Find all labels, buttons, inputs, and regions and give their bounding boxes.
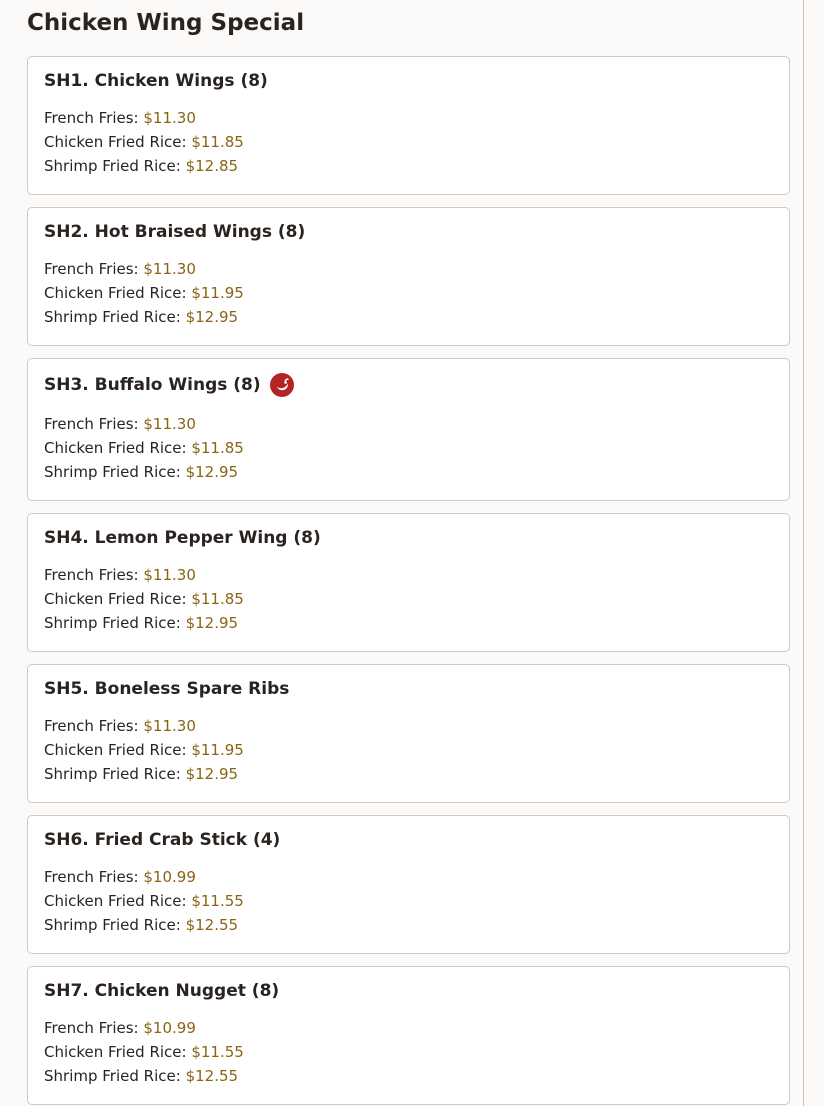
option-price: $12.55 xyxy=(185,1067,239,1085)
option-price: $12.95 xyxy=(185,614,239,632)
item-title-text: SH3. Buffalo Wings (8) xyxy=(44,375,261,395)
option-price: $10.99 xyxy=(143,1019,196,1037)
price-list xyxy=(44,106,244,178)
option-price: $11.55 xyxy=(191,1043,244,1061)
option-price: $11.95 xyxy=(191,741,244,759)
price-row-shrimp-fried-rice xyxy=(44,154,244,178)
item-title xyxy=(44,71,268,91)
price-row-shrimp-fried-rice xyxy=(44,1064,244,1088)
price-list xyxy=(44,257,244,329)
hot-pepper-icon xyxy=(270,373,294,397)
option-label: Chicken Fried Rice: xyxy=(44,439,187,457)
price-row-chicken-fried-rice xyxy=(44,436,244,460)
option-label: Shrimp Fried Rice: xyxy=(44,916,181,934)
option-label: Chicken Fried Rice: xyxy=(44,1043,187,1061)
option-price: $11.85 xyxy=(191,439,244,457)
option-label: French Fries: xyxy=(44,415,139,433)
price-row-chicken-fried-rice xyxy=(44,281,244,305)
price-row-french-fries xyxy=(44,714,244,738)
item-title xyxy=(44,679,289,699)
option-label: Chicken Fried Rice: xyxy=(44,133,187,151)
price-row-chicken-fried-rice xyxy=(44,1040,244,1064)
option-label: French Fries: xyxy=(44,109,139,127)
option-price: $11.85 xyxy=(191,133,244,151)
price-list xyxy=(44,1016,244,1088)
option-price: $12.95 xyxy=(185,765,239,783)
price-row-chicken-fried-rice xyxy=(44,587,244,611)
price-row-shrimp-fried-rice xyxy=(44,611,244,635)
option-price: $12.55 xyxy=(185,916,239,934)
item-title-text: SH4. Lemon Pepper Wing (8) xyxy=(44,528,321,548)
option-label: French Fries: xyxy=(44,868,139,886)
option-price: $11.30 xyxy=(143,260,196,278)
option-label: Shrimp Fried Rice: xyxy=(44,308,181,326)
option-label: Chicken Fried Rice: xyxy=(44,284,187,302)
option-label: Shrimp Fried Rice: xyxy=(44,614,181,632)
item-title xyxy=(44,981,279,1001)
section-title: Chicken Wing Special xyxy=(27,10,305,36)
price-row-shrimp-fried-rice xyxy=(44,460,244,484)
option-price: $12.85 xyxy=(185,157,239,175)
item-title-text: SH6. Fried Crab Stick (4) xyxy=(44,830,281,850)
item-title-text: SH7. Chicken Nugget (8) xyxy=(44,981,280,1001)
option-price: $11.30 xyxy=(143,566,196,584)
price-row-french-fries xyxy=(44,106,244,130)
option-label: Shrimp Fried Rice: xyxy=(44,463,181,481)
option-label: French Fries: xyxy=(44,717,139,735)
price-row-chicken-fried-rice xyxy=(44,738,244,762)
price-row-chicken-fried-rice xyxy=(44,889,244,913)
price-row-french-fries xyxy=(44,412,244,436)
option-label: French Fries: xyxy=(44,260,139,278)
option-label: Chicken Fried Rice: xyxy=(44,741,187,759)
item-title xyxy=(44,528,321,548)
item-title xyxy=(44,373,294,397)
menu-item-card[interactable] xyxy=(27,207,790,346)
menu-item-card[interactable] xyxy=(27,358,790,501)
option-price: $11.30 xyxy=(143,109,196,127)
option-label: Shrimp Fried Rice: xyxy=(44,765,181,783)
option-price: $11.95 xyxy=(191,284,244,302)
menu-item-card[interactable] xyxy=(27,966,790,1105)
option-label: Chicken Fried Rice: xyxy=(44,590,187,608)
price-row-chicken-fried-rice xyxy=(44,130,244,154)
option-price: $12.95 xyxy=(185,463,239,481)
item-title-text: SH1. Chicken Wings (8) xyxy=(44,71,268,91)
option-label: French Fries: xyxy=(44,1019,139,1037)
price-row-shrimp-fried-rice xyxy=(44,305,244,329)
price-list xyxy=(44,412,244,484)
price-list xyxy=(44,714,244,786)
menu-item-card[interactable] xyxy=(27,56,790,195)
option-label: Chicken Fried Rice: xyxy=(44,892,187,910)
item-title-text: SH5. Boneless Spare Ribs xyxy=(44,679,290,699)
price-row-french-fries xyxy=(44,865,244,889)
option-price: $11.55 xyxy=(191,892,244,910)
price-list xyxy=(44,563,244,635)
menu-item-card[interactable] xyxy=(27,815,790,954)
item-title xyxy=(44,222,305,242)
price-list xyxy=(44,865,244,937)
price-row-french-fries xyxy=(44,1016,244,1040)
option-label: Shrimp Fried Rice: xyxy=(44,1067,181,1085)
price-row-shrimp-fried-rice xyxy=(44,762,244,786)
price-row-french-fries xyxy=(44,257,244,281)
option-price: $12.95 xyxy=(185,308,239,326)
price-row-french-fries xyxy=(44,563,244,587)
menu-item-card[interactable] xyxy=(27,664,790,803)
page-divider xyxy=(803,0,804,1106)
option-label: Shrimp Fried Rice: xyxy=(44,157,181,175)
option-label: French Fries: xyxy=(44,566,139,584)
menu-item-card[interactable] xyxy=(27,513,790,652)
option-price: $11.30 xyxy=(143,415,196,433)
option-price: $11.85 xyxy=(191,590,244,608)
item-title-text: SH2. Hot Braised Wings (8) xyxy=(44,222,306,242)
option-price: $10.99 xyxy=(143,868,196,886)
option-price: $11.30 xyxy=(143,717,196,735)
item-title xyxy=(44,830,280,850)
price-row-shrimp-fried-rice xyxy=(44,913,244,937)
